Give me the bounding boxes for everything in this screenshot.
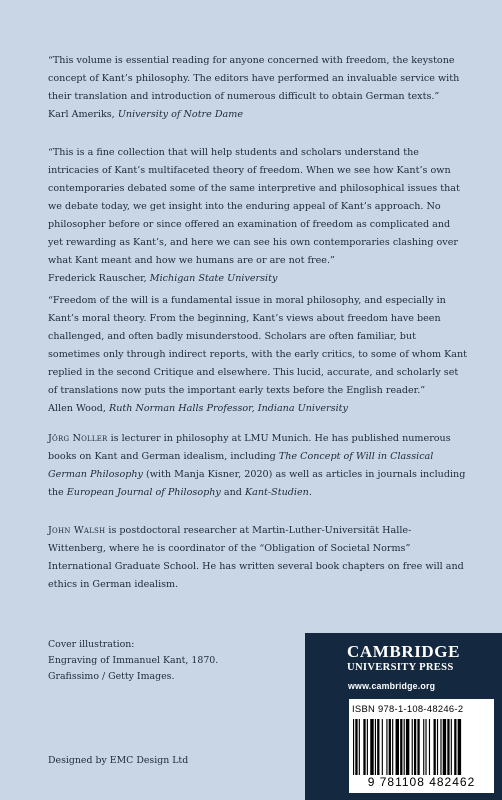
endorsement-affiliation: University of Notre Dame — [117, 109, 244, 120]
bio-noller — [48, 430, 468, 502]
bio-text: and — [220, 487, 245, 498]
bio-name: Jörg Noller — [48, 433, 108, 444]
bio-text: (with Manja Kisner, 2020) as well as articles in journals including the — [48, 469, 466, 498]
publisher-url: www.cambridge.org — [348, 681, 436, 691]
cover-illustration-credit — [48, 637, 278, 685]
publisher-name: CAMBRIDGE — [347, 642, 461, 661]
endorsement-text: “Freedom of the will is a fundamental issue in moral philosophy, and especially in Kant’s moral theory. From the beginning, Kant’s views about freedom have been challenged, and often badly misunderstood. Scholars are often familiar, but sometimes only through indirect reports, with the early critics, to some of whom Kant replied in the second Critique and elsewhere. This lucid, accurate, and scholarly set of translations now puts the important early texts before the English reader.” — [48, 295, 468, 396]
bio-text: is postdoctoral researcher at Martin-Luther-Universität Halle-Wittenberg, where he is coordinator of the “Obligation of Societal Norms” International Graduate School. He has written several book chapters on free will and ethics in German idealism. — [48, 525, 464, 590]
publisher-panel — [305, 633, 502, 800]
bio-walsh — [48, 522, 468, 594]
bio-book-title: The Concept of Will in Classical German Philosophy — [48, 451, 434, 480]
endorsement-affiliation: Michigan State University — [149, 273, 278, 284]
endorsement-ameriks — [48, 52, 468, 124]
barcode-icon — [353, 719, 490, 775]
bio-text: is lecturer in philosophy at LMU Munich. He has published numerous books on Kant and German idealism, including — [48, 433, 451, 462]
cover-credit-heading: Cover illustration: — [48, 639, 135, 650]
bio-text: . — [308, 487, 312, 498]
endorsement-wood — [48, 292, 468, 418]
endorsement-author: Karl Ameriks, — [48, 109, 115, 120]
endorsement-attribution — [48, 106, 468, 124]
endorsement-attribution — [48, 400, 468, 418]
bio-name: John Walsh — [48, 525, 106, 536]
endorsement-author: Allen Wood, — [48, 403, 106, 414]
cover-credit-line: Engraving of Immanuel Kant, 1870. — [48, 655, 219, 666]
bio-journal-title: Kant-Studien — [244, 487, 309, 498]
isbn-label: ISBN 978-1-108-48246-2 — [352, 703, 464, 714]
endorsement-affiliation: Ruth Norman Halls Professor, Indiana University — [109, 403, 348, 414]
designer-credit: Designed by EMC Design Ltd — [48, 755, 189, 766]
publisher-logo — [347, 643, 460, 674]
endorsement-rauscher — [48, 144, 468, 288]
bio-journal-title: European Journal of Philosophy — [66, 487, 221, 498]
barcode-digits: 9 781108 482462 — [349, 775, 494, 793]
endorsement-text: “This volume is essential reading for anyone concerned with freedom, the keystone concept of Kant’s philosophy. The editors have performed an invaluable service with their translation and introduction of numerous difficult to obtain German texts.” — [48, 55, 460, 102]
endorsement-author: Frederick Rauscher, — [48, 273, 147, 284]
barcode-block — [349, 699, 494, 793]
publisher-subname: UNIVERSITY PRESS — [347, 662, 454, 673]
endorsement-text: “This is a fine collection that will help students and scholars understand the intricacies of Kant’s multifaceted theory of freedom. When we see how Kant’s own contemporaries debated some of the same interpretive and philosophical issues that we debate today, we get insight into the enduring appeal of Kant’s approach. No philosopher before or since offered an examination of freedom as complicated and yet rewarding as Kant’s, and here we can see his own contemporaries clashing over what Kant meant and how we humans are or are not free.” — [48, 147, 460, 266]
endorsement-attribution — [48, 270, 468, 288]
cover-credit-line: Grafissimo / Getty Images. — [48, 671, 175, 682]
